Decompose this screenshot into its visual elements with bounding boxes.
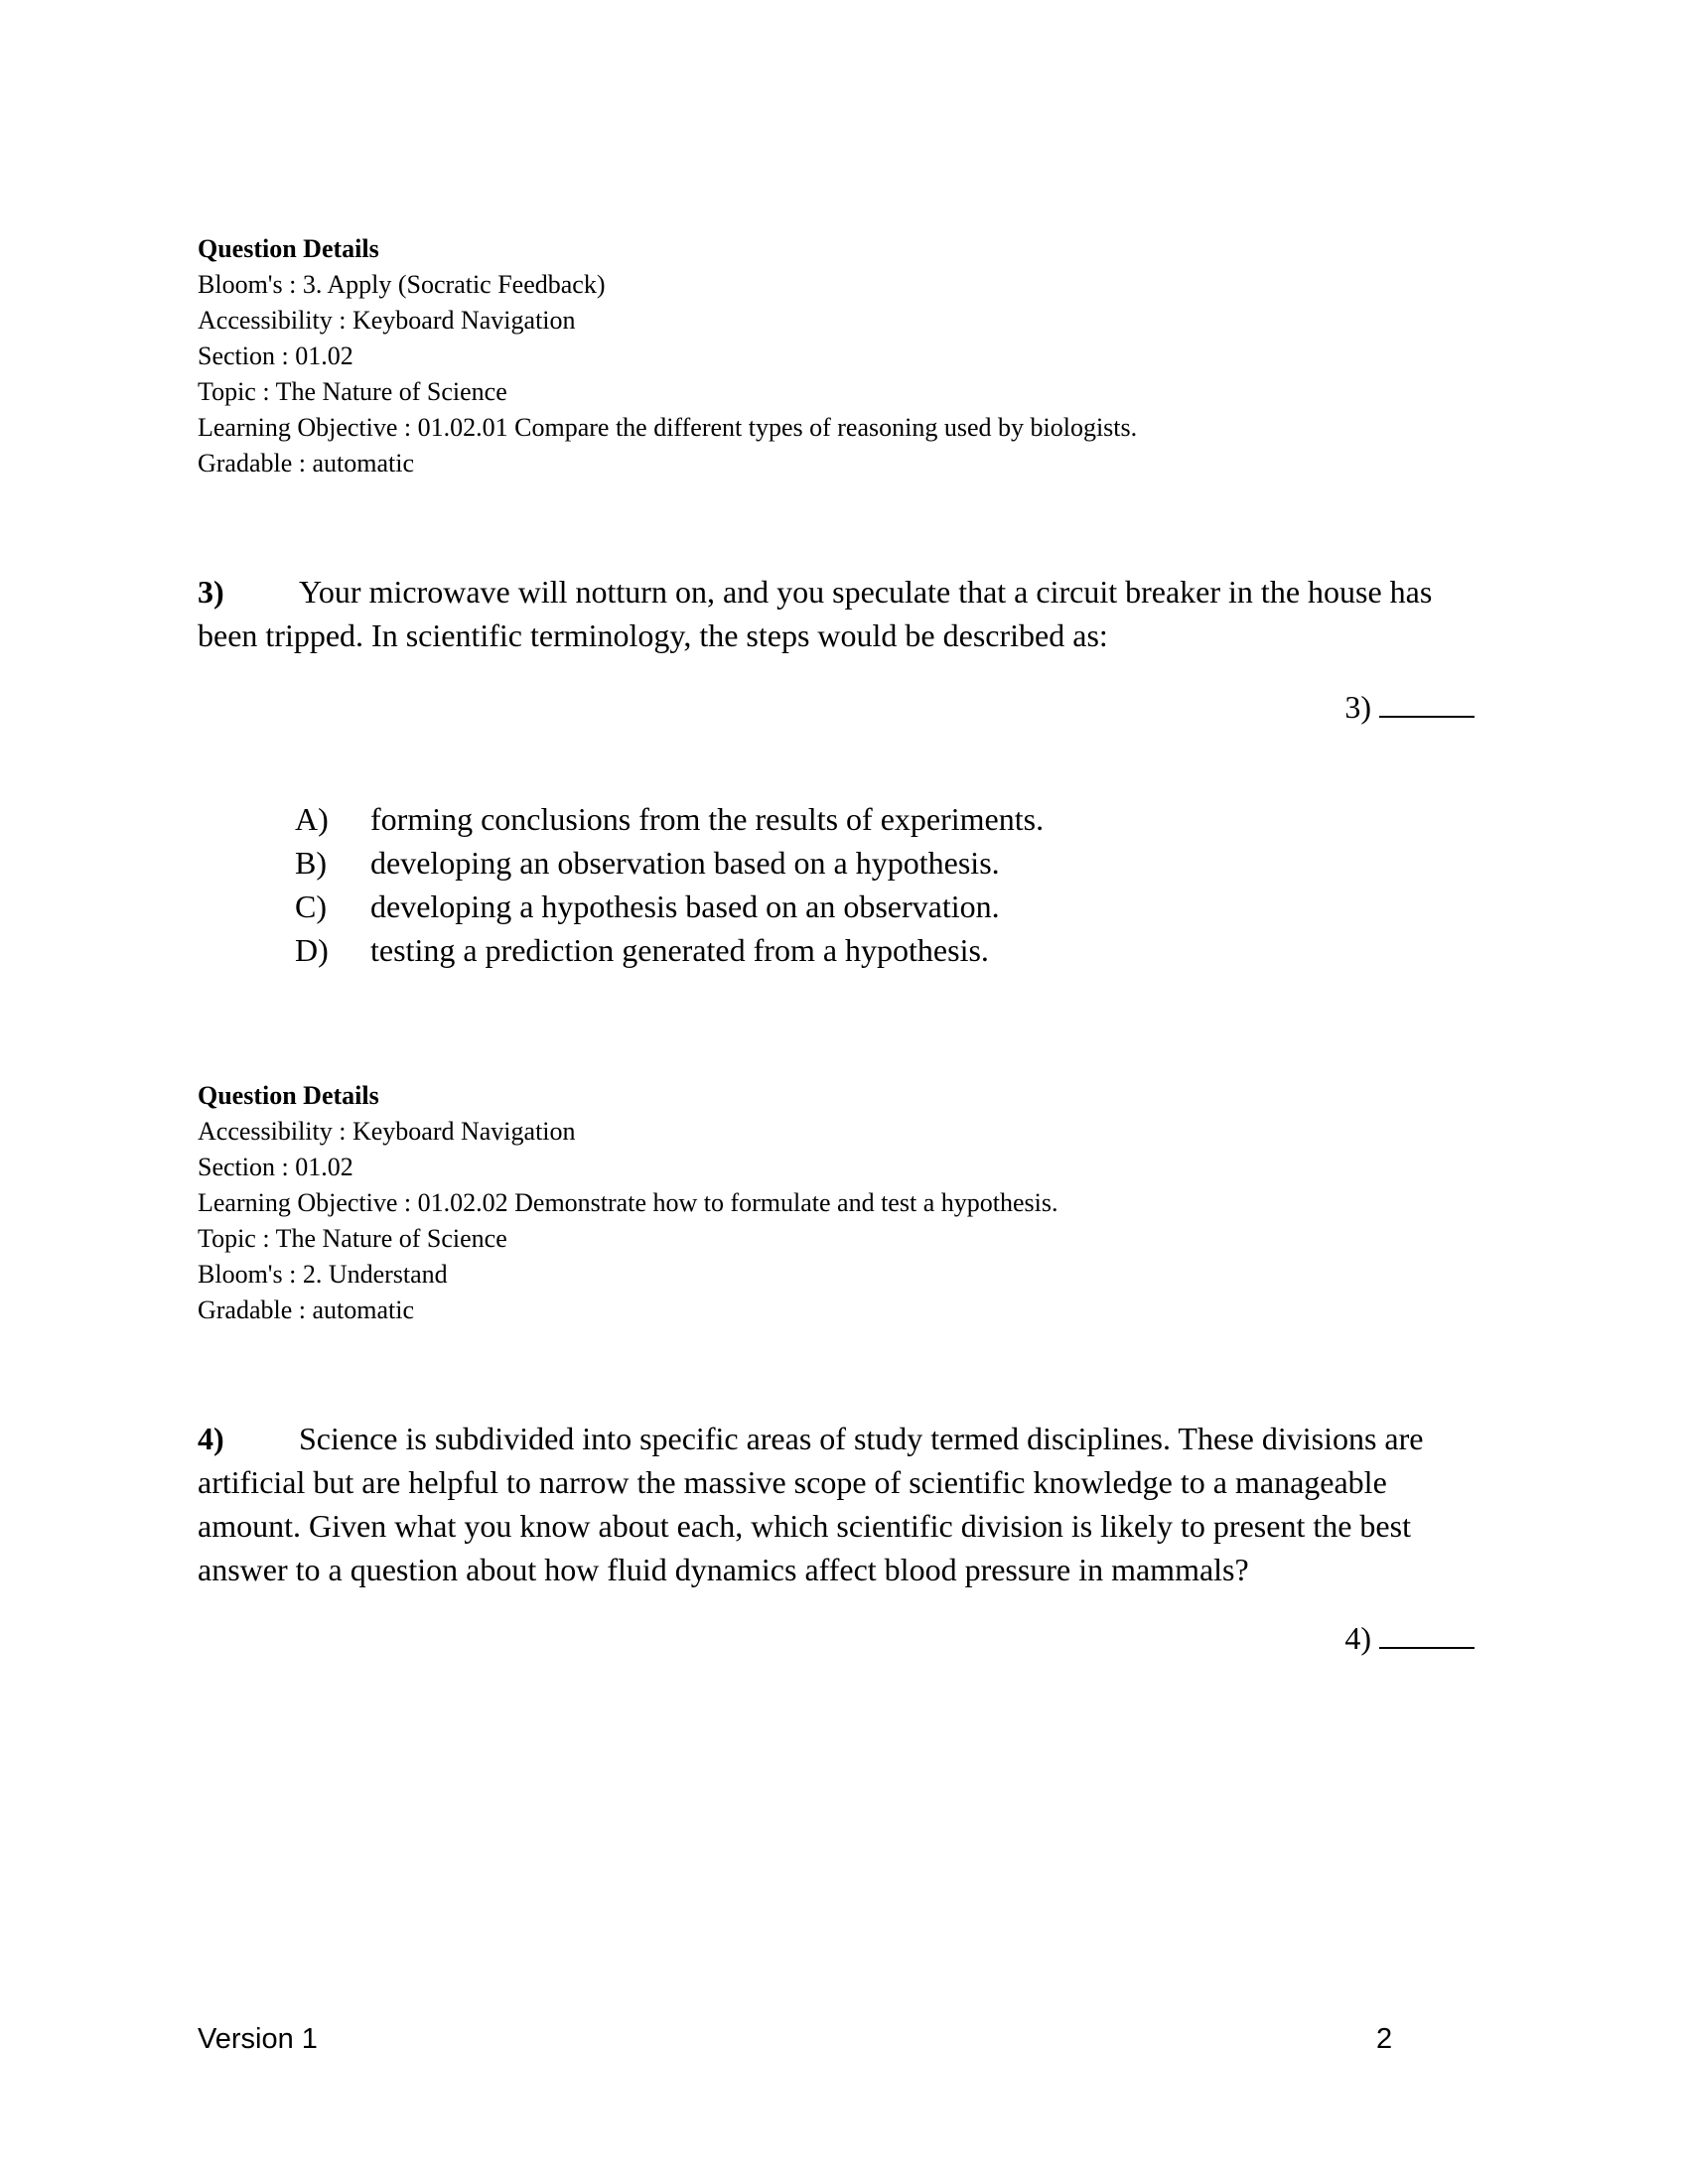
detail-gradable: Gradable : automatic xyxy=(198,1296,415,1324)
option-d[interactable] xyxy=(295,928,989,972)
question-details-heading: Question Details xyxy=(198,234,379,263)
answer-label: 4) xyxy=(1344,1620,1371,1656)
detail-section: Section : 01.02 xyxy=(198,341,353,370)
option-text: developing a hypothesis based on an observation. xyxy=(370,888,1000,924)
detail-learning-objective: Learning Objective : 01.02.01 Compare the different types of reasoning used by biologists. xyxy=(198,413,1138,442)
question-text: Science is subdivided into specific areas of study termed disciplines. These divisions are artificial but are helpful to narrow the massive scope of scientific knowledge to a manageable amount. Given what you know about each, which scientific division is likely to present the best answer to a question about how fluid dynamics affect blood pressure in mammals? xyxy=(198,1421,1424,1587)
option-letter: B) xyxy=(295,845,327,881)
question-text: Your microwave will notturn on, and you speculate that a circuit breaker in the house has been tripped. In scientific terminology, the steps would be described as: xyxy=(198,574,1433,653)
option-text: testing a prediction generated from a hypothesis. xyxy=(370,932,989,968)
question-number: 4) xyxy=(198,1421,224,1456)
answer-line[interactable] xyxy=(1379,1617,1475,1649)
question-details-2 xyxy=(198,1078,1057,1328)
footer-page-number: 2 xyxy=(1376,2023,1393,2055)
answer-label: 3) xyxy=(1344,689,1371,725)
question-details-1 xyxy=(198,231,1137,481)
answer-blank-3[interactable] xyxy=(1344,685,1475,729)
option-letter: C) xyxy=(295,888,327,924)
answer-line[interactable] xyxy=(1379,686,1475,718)
option-letter: A) xyxy=(295,801,329,837)
detail-topic: Topic : The Nature of Science xyxy=(198,1224,507,1253)
question-number: 3) xyxy=(198,574,224,610)
answer-blank-4[interactable] xyxy=(1344,1616,1475,1660)
detail-section: Section : 01.02 xyxy=(198,1153,353,1181)
option-b[interactable] xyxy=(295,841,1000,885)
detail-gradable: Gradable : automatic xyxy=(198,449,415,478)
option-text: forming conclusions from the results of experiments. xyxy=(370,801,1045,837)
detail-topic: Topic : The Nature of Science xyxy=(198,377,507,406)
option-c[interactable] xyxy=(295,885,1000,928)
question-3 xyxy=(198,570,1488,657)
question-details-heading: Question Details xyxy=(198,1081,379,1110)
detail-learning-objective: Learning Objective : 01.02.02 Demonstrate how to formulate and test a hypothesis. xyxy=(198,1188,1058,1217)
detail-blooms: Bloom's : 3. Apply (Socratic Feedback) xyxy=(198,270,606,299)
detail-accessibility: Accessibility : Keyboard Navigation xyxy=(198,306,576,335)
question-4 xyxy=(198,1417,1488,1591)
option-a[interactable] xyxy=(295,797,1044,841)
detail-accessibility: Accessibility : Keyboard Navigation xyxy=(198,1117,576,1146)
option-text: developing an observation based on a hypothesis. xyxy=(370,845,1000,881)
option-letter: D) xyxy=(295,932,329,968)
detail-blooms: Bloom's : 2. Understand xyxy=(198,1260,448,1289)
footer-version: Version 1 xyxy=(198,2023,318,2055)
